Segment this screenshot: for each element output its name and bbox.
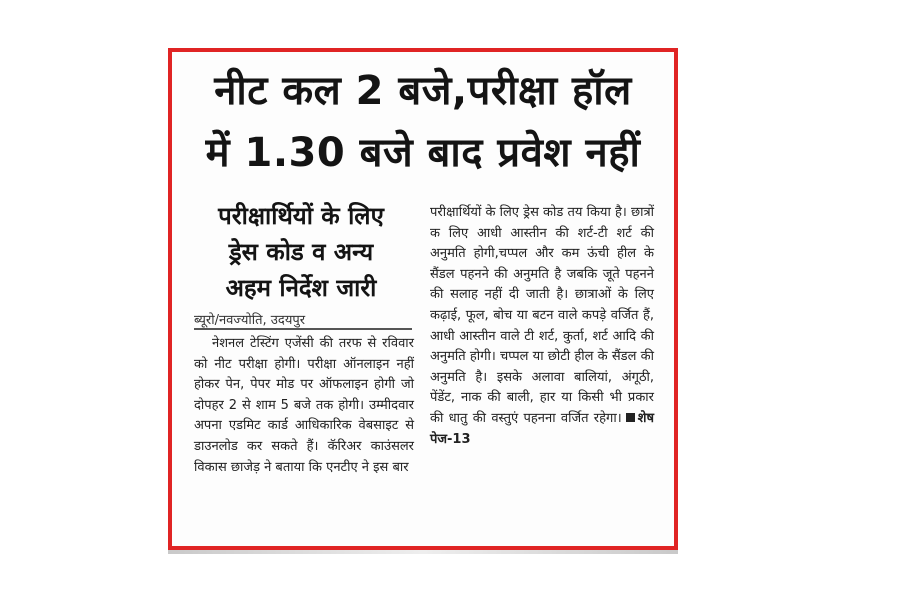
square-bullet-icon [626, 413, 635, 422]
headline-line-1: नीट कल 2 बजे,परीक्षा हॉल [214, 68, 632, 114]
clipping-shadow [168, 550, 678, 554]
subheadline-line-3: अहम निर्देश जारी [225, 274, 377, 302]
newspaper-clipping [168, 48, 678, 550]
body-right-column [430, 203, 654, 450]
subheadline-line-2: ड्रेस कोड व अन्य [228, 238, 374, 266]
byline-divider [194, 328, 412, 330]
subheadline-line-1: परीक्षार्थियों के लिए [218, 202, 384, 230]
body-left-column: नेशनल टेस्टिंग एजेंसी की तरफ से रविवार को नीट परीक्षा होगी। परीक्षा ऑनलाइन नहीं होकर पेन, पेपर मोड पर ऑफलाइन होगी जो दोपहर 2 से शाम 5 बजे तक होगी। उम्मीदवार अपना एडमिट कार्ड आधिकारिक वेबसाइट से डाउनलोड कर सकते हैं। कॅरिअर काउंसलर विकास छाजेड़ ने बताया कि एनटीए ने इस बार [194, 336, 414, 475]
headline-line-2: में 1.30 बजे बाद प्रवेश नहीं [205, 130, 641, 176]
continued-on-page: शेष पेज-13 [430, 410, 654, 447]
body-right-text: परीक्षार्थियों के लिए ड्रेस कोड तय किया है। छात्रों क लिए आधी आस्तीन की शर्ट-टी शर्ट की अनुमति होगी,चप्पल और कम ऊंची हील के सैंडल पहनने की अनुमति है जबकि जूते पहनने की सलाह नहीं दी जाती है। छात्राओं के लिए कढ़ाई, फूल, बोच या बटन वाले कपड़े वर्जित हैं, आधी आस्तीन वाले टी शर्ट, कुर्ता, शर्ट आदि की अनुमति होगी। चप्पल या छोटी हील के सैंडल की अनुमति है। इसके अलावा बालियां, अंगूठी, पेंडेंट, नाक की बाली, हार या किसी भी प्रकार की धातु की वस्तुएं पहनना वर्जित रहेगा। [430, 205, 654, 426]
byline: ब्यूरो/नवज्योति, उदयपुर [194, 313, 306, 328]
